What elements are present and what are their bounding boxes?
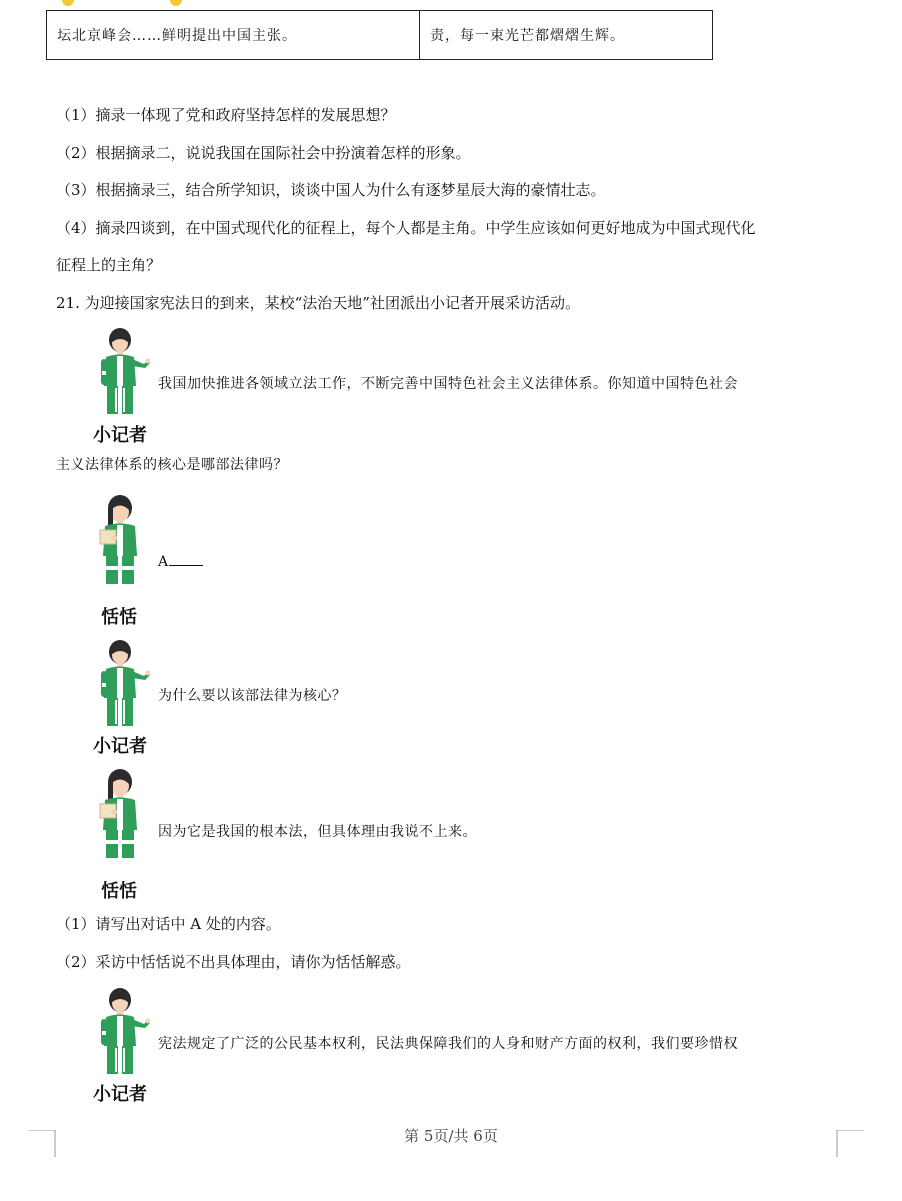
reporter-figure xyxy=(90,986,150,1078)
q21-sub-1: （1）请写出对话中 A 处的内容。 xyxy=(56,915,281,933)
reporter-figure xyxy=(90,326,150,418)
table-row xyxy=(47,11,713,60)
dialogue-1-line-1: 我国加快推进各领域立法工作，不断完善中国特色社会主义法律体系。你知道中国特色社会 xyxy=(158,376,738,392)
dialogue-3: 为什么要以该部法律为核心？ xyxy=(158,688,347,704)
reporter-caption: 小记者 xyxy=(93,736,147,757)
dialogue-4: 因为它是我国的根本法，但具体理由我说不上来。 xyxy=(158,824,477,840)
q21-number: 21. xyxy=(56,294,80,312)
q21-stem xyxy=(56,293,580,313)
table-cell-left: 坛北京峰会……鲜明提出中国主张。 xyxy=(47,11,420,60)
dialogue-2 xyxy=(158,551,203,571)
q20-item-4-cont: 征程上的主角？ xyxy=(56,256,162,274)
tiantian-figure xyxy=(92,768,152,860)
tiantian-caption: 恬恬 xyxy=(101,607,137,628)
tiantian-figure xyxy=(92,494,152,586)
table-cell-right: 责，每一束光芒都熠熠生辉。 xyxy=(420,11,713,60)
tiantian-caption: 恬恬 xyxy=(101,881,137,902)
answer-label-a: A xyxy=(158,554,169,570)
excerpt-table xyxy=(46,10,713,60)
dialogue-1-line-2: 主义法律体系的核心是哪部法律吗？ xyxy=(56,457,288,473)
reporter-caption: 小记者 xyxy=(93,425,147,446)
q21-sub-2: （2）采访中恬恬说不出具体理由，请你为恬恬解惑。 xyxy=(56,953,411,971)
answer-blank[interactable] xyxy=(169,551,203,566)
reporter-figure xyxy=(90,638,150,730)
q20-item-2: （2）根据摘录二，说说我国在国际社会中扮演着怎样的形象。 xyxy=(56,144,471,162)
reporter-caption: 小记者 xyxy=(93,1084,147,1105)
page-number: 第 5页/共 6页 xyxy=(404,1127,498,1145)
q20-item-1: （1）摘录一体现了党和政府坚持怎样的发展思想？ xyxy=(56,106,396,124)
decorative-dot xyxy=(170,0,182,6)
decorative-dot xyxy=(62,0,74,6)
q20-item-4: （4）摘录四谈到，在中国式现代化的征程上，每个人都是主角。中学生应该如何更好地成为中国式现代化 xyxy=(56,219,756,237)
dialogue-5: 宪法规定了广泛的公民基本权利，民法典保障我们的人身和财产方面的权利，我们要珍惜权 xyxy=(158,1036,738,1052)
q21-text: 为迎接国家宪法日的到来，某校“法治天地”社团派出小记者开展采访活动。 xyxy=(84,294,580,312)
q20-item-3: （3）根据摘录三，结合所学知识，谈谈中国人为什么有逐梦星辰大海的豪情壮志。 xyxy=(56,181,606,199)
